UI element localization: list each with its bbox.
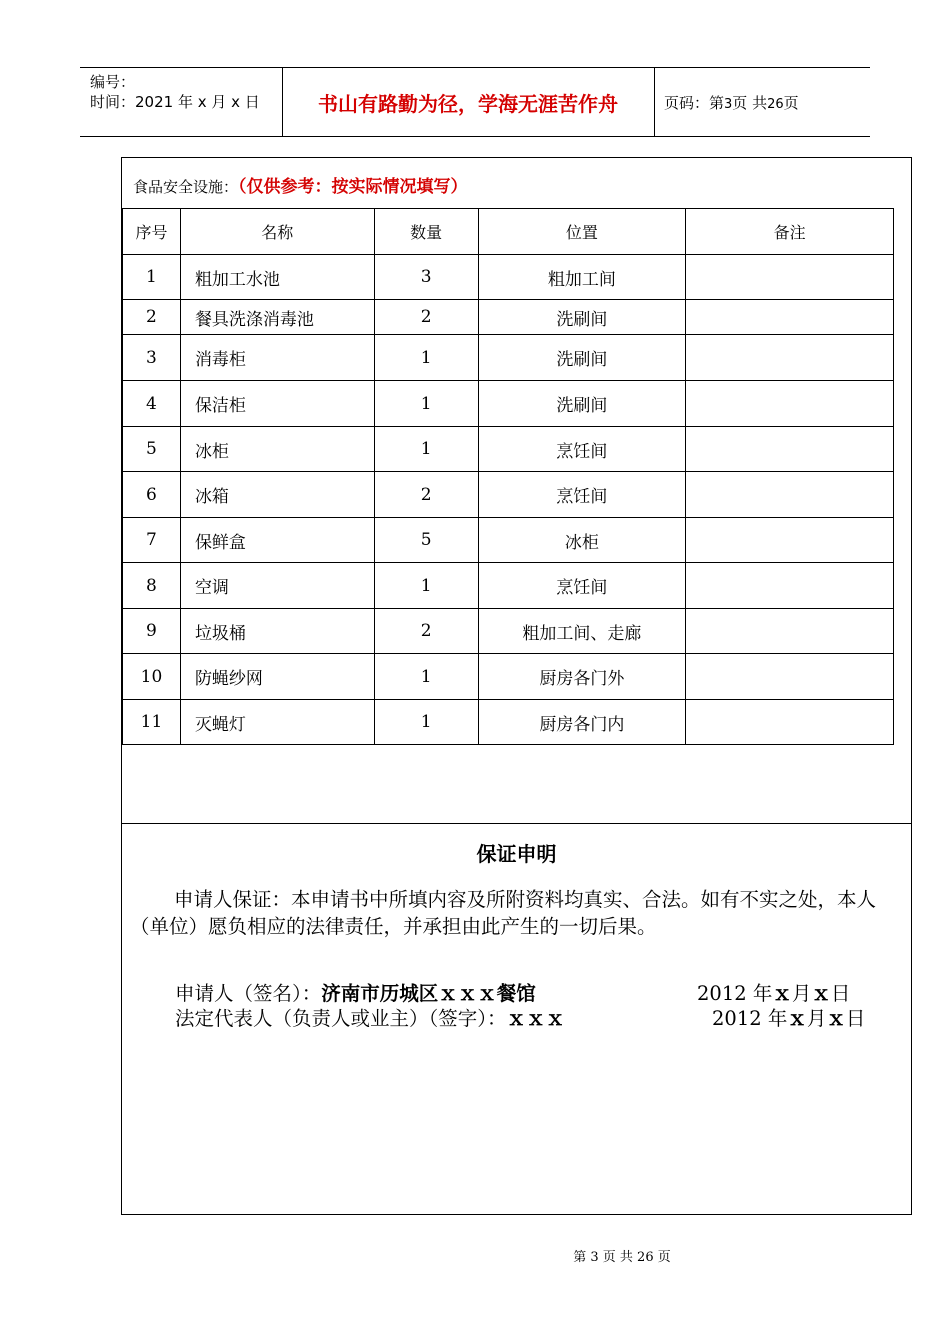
item-location: 洗刷间 (478, 300, 686, 335)
table-row (123, 654, 894, 700)
row-number: 3 (123, 335, 181, 381)
facilities-label: 食品安全设施：（仅供参考：按实际情况填写） (133, 177, 468, 197)
item-name: 防蝇纱网 (180, 654, 374, 700)
time-label: 时间：2021 年 x 月 x 日 (90, 93, 260, 111)
section-divider (121, 823, 912, 824)
page-footer: 第 3 页 共 26 页 (573, 1250, 671, 1265)
item-name: 垃圾桶 (180, 609, 374, 654)
legal-rep-label: 法定代表人（负责人或业主）（签字）： (175, 1007, 507, 1030)
row-number: 5 (123, 427, 181, 472)
row-number: 11 (123, 700, 181, 745)
item-quantity: 1 (374, 700, 478, 745)
item-quantity: 2 (374, 300, 478, 335)
guarantee-text: 申请人保证：本申请书中所填内容及所附资料均真实、合法。如有不实之处，本人（单位）愿负相应的法律责任，并承担由此产生的一切后果。 (130, 888, 877, 938)
item-name: 冰柜 (180, 427, 374, 472)
row-number: 1 (123, 255, 181, 300)
item-remark (686, 381, 894, 427)
table-row (123, 300, 894, 335)
table-row (123, 609, 894, 654)
legal-rep-date: 2012 年ｘ月ｘ日 (712, 1007, 866, 1030)
item-name: 餐具洗涤消毒池 (180, 300, 374, 335)
item-remark (686, 563, 894, 609)
item-quantity: 1 (374, 563, 478, 609)
row-number: 6 (123, 472, 181, 518)
item-location: 冰柜 (478, 518, 686, 563)
item-quantity: 1 (374, 381, 478, 427)
item-location: 烹饪间 (478, 472, 686, 518)
item-quantity: 3 (374, 255, 478, 300)
row-number: 10 (123, 654, 181, 700)
item-quantity: 2 (374, 472, 478, 518)
table-row (123, 335, 894, 381)
table-row (123, 518, 894, 563)
table-row (123, 563, 894, 609)
header-page-number: 页码：第3页 共26页 (664, 94, 799, 112)
item-location: 洗刷间 (478, 381, 686, 427)
column-header: 位置 (478, 209, 686, 255)
item-name: 粗加工水池 (180, 255, 374, 300)
item-remark (686, 609, 894, 654)
table-row (123, 472, 894, 518)
table-row (123, 700, 894, 745)
table-row (123, 255, 894, 300)
header-meta (90, 72, 260, 112)
row-number: 4 (123, 381, 181, 427)
item-location: 厨房各门内 (478, 700, 686, 745)
item-name: 保鲜盒 (180, 518, 374, 563)
item-quantity: 2 (374, 609, 478, 654)
item-remark (686, 654, 894, 700)
item-remark (686, 472, 894, 518)
applicant-label: 申请人（签名）： (175, 982, 322, 1005)
column-header: 名称 (180, 209, 374, 255)
item-location: 洗刷间 (478, 335, 686, 381)
item-name: 冰箱 (180, 472, 374, 518)
row-number: 7 (123, 518, 181, 563)
table-header-row (123, 209, 894, 255)
item-remark (686, 700, 894, 745)
item-remark (686, 427, 894, 472)
guarantee-title: 保证申明 (476, 842, 557, 866)
item-quantity: 5 (374, 518, 478, 563)
item-location: 粗加工间、走廊 (478, 609, 686, 654)
item-name: 灭蝇灯 (180, 700, 374, 745)
item-location: 烹饪间 (478, 563, 686, 609)
row-number: 2 (123, 300, 181, 335)
item-remark (686, 518, 894, 563)
header-motto: 书山有路勤为径，学海无涯苦作舟 (318, 91, 618, 116)
item-location: 厨房各门外 (478, 654, 686, 700)
facilities-table (122, 208, 894, 745)
page-header (80, 67, 870, 137)
item-name: 消毒柜 (180, 335, 374, 381)
item-remark (686, 335, 894, 381)
item-quantity: 1 (374, 427, 478, 472)
column-header: 备注 (686, 209, 894, 255)
column-header: 数量 (374, 209, 478, 255)
item-location: 粗加工间 (478, 255, 686, 300)
item-remark (686, 255, 894, 300)
facilities-note: （仅供参考：按实际情况填写） (238, 177, 468, 197)
applicant-date: 2012 年ｘ月ｘ日 (697, 982, 851, 1005)
item-location: 烹饪间 (478, 427, 686, 472)
legal-rep-value: ｘｘｘ (506, 1007, 566, 1030)
applicant-signature-line (175, 978, 536, 1006)
table-row (123, 381, 894, 427)
item-quantity: 1 (374, 335, 478, 381)
column-header: 序号 (123, 209, 181, 255)
item-quantity: 1 (374, 654, 478, 700)
item-name: 保洁柜 (180, 381, 374, 427)
applicant-value: 济南市历城区ｘｘｘ餐馆 (321, 982, 536, 1005)
row-number: 9 (123, 609, 181, 654)
legal-rep-signature-line (175, 1003, 565, 1031)
table-row (123, 427, 894, 472)
item-remark (686, 300, 894, 335)
item-name: 空调 (180, 563, 374, 609)
row-number: 8 (123, 563, 181, 609)
number-label: 编号： (90, 73, 136, 91)
header-divider (654, 68, 655, 136)
